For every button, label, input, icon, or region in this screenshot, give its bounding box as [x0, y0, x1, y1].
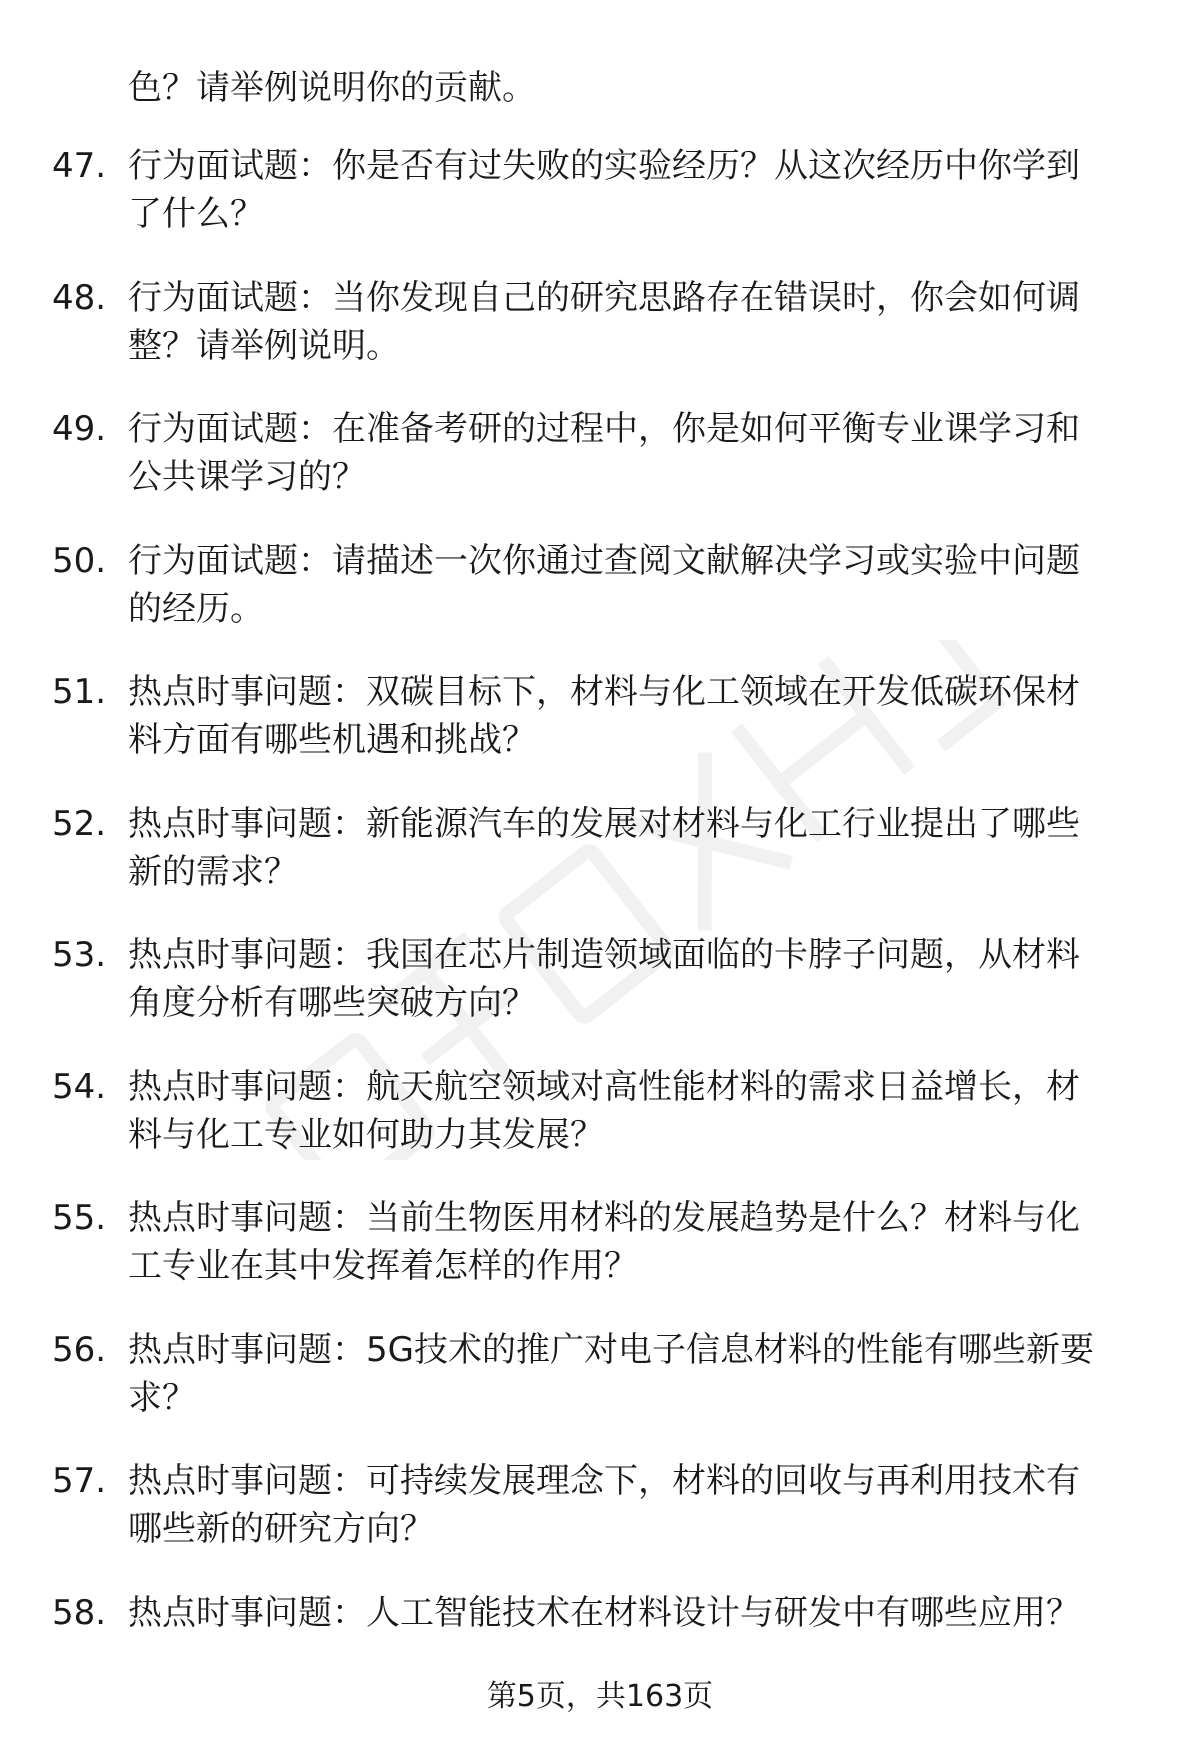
question-line: 热点时事问题：5G技术的推广对电子信息材料的性能有哪些新要: [128, 1329, 1094, 1370]
question-line: 哪些新的研究方向？: [128, 1509, 434, 1549]
question-line: 的经历。: [128, 588, 264, 629]
question-line: 新的需求？: [128, 851, 298, 892]
list-item: [0, 405, 1200, 537]
question-line: 料方面有哪些机遇和挑战？: [128, 720, 536, 760]
question-text: [128, 800, 1148, 896]
question-line: 热点时事问题：我国在芯片制造领域面临的卡脖子问题，从材料: [128, 935, 1080, 975]
question-text: [128, 1589, 1148, 1637]
list-item: [0, 1457, 1200, 1589]
question-line: 热点时事问题：双碳目标下，材料与化工领域在开发低碳环保材: [128, 672, 1080, 712]
question-line: 行为面试题：在准备考研的过程中，你是如何平衡专业课学习和: [128, 409, 1080, 449]
question-text: [128, 1457, 1148, 1553]
question-line: 热点时事问题：新能源汽车的发展对材料与化工行业提出了哪些: [128, 803, 1080, 844]
question-line: 求？: [128, 1377, 196, 1418]
question-text: [128, 931, 1148, 1027]
list-item: [0, 1326, 1200, 1458]
question-line: 热点时事问题：人工智能技术在材料设计与研发中有哪些应用？: [128, 1592, 1080, 1633]
list-item: [0, 274, 1200, 406]
question-line: 行为面试题：你是否有过失败的实验经历？从这次经历中你学到: [128, 146, 1080, 186]
list-item: [0, 1194, 1200, 1326]
question-line: 热点时事问题：当前生物医用材料的发展趋势是什么？材料与化: [128, 1198, 1080, 1238]
question-line: 了什么？: [128, 194, 264, 234]
question-text: [128, 1063, 1148, 1159]
question-line: 整？请举例说明。: [128, 325, 400, 366]
question-number: 55.: [52, 1198, 107, 1238]
list-item: [0, 668, 1200, 800]
question-number: 51.: [52, 672, 107, 712]
question-number: 47.: [52, 146, 107, 186]
question-number: 48.: [52, 277, 107, 318]
question-line: 公共课学习的？: [128, 457, 366, 497]
question-number: 58.: [52, 1592, 107, 1633]
question-line: 热点时事问题：可持续发展理念下，材料的回收与再利用技术有: [128, 1461, 1080, 1501]
question-text: [128, 142, 1148, 238]
question-number: 57.: [52, 1461, 107, 1501]
question-number: 50.: [52, 540, 107, 581]
question-line: 工专业在其中发挥着怎样的作用？: [128, 1246, 638, 1286]
list-item: [0, 537, 1200, 669]
question-number: 49.: [52, 409, 107, 449]
question-text: [128, 1326, 1148, 1422]
question-line: 热点时事问题：航天航空领域对高性能材料的需求日益增长，材: [128, 1066, 1080, 1107]
question-text: [128, 537, 1148, 633]
list-item: [0, 931, 1200, 1063]
question-number: 54.: [52, 1066, 107, 1107]
question-number: 53.: [52, 935, 107, 975]
list-item: [0, 800, 1200, 932]
question-list: [0, 142, 1200, 1720]
question-number: 52.: [52, 803, 107, 844]
question-text: [128, 274, 1148, 370]
continuation-text: 色？请举例说明你的贡献。: [128, 68, 536, 108]
question-line: 行为面试题：当你发现自己的研究思路存在错误时，你会如何调: [128, 277, 1080, 318]
list-item: [0, 142, 1200, 274]
question-line: 行为面试题：请描述一次你通过查阅文献解决学习或实验中问题: [128, 540, 1080, 581]
question-text: [128, 668, 1148, 764]
question-line: 角度分析有哪些突破方向？: [128, 983, 536, 1023]
question-line: 料与化工专业如何助力其发展？: [128, 1114, 604, 1155]
page-number-footer: 第5页，共163页: [486, 1679, 714, 1714]
question-text: [128, 1194, 1148, 1290]
list-item: [0, 1063, 1200, 1195]
question-text: [128, 405, 1148, 501]
question-number: 56.: [52, 1329, 107, 1370]
